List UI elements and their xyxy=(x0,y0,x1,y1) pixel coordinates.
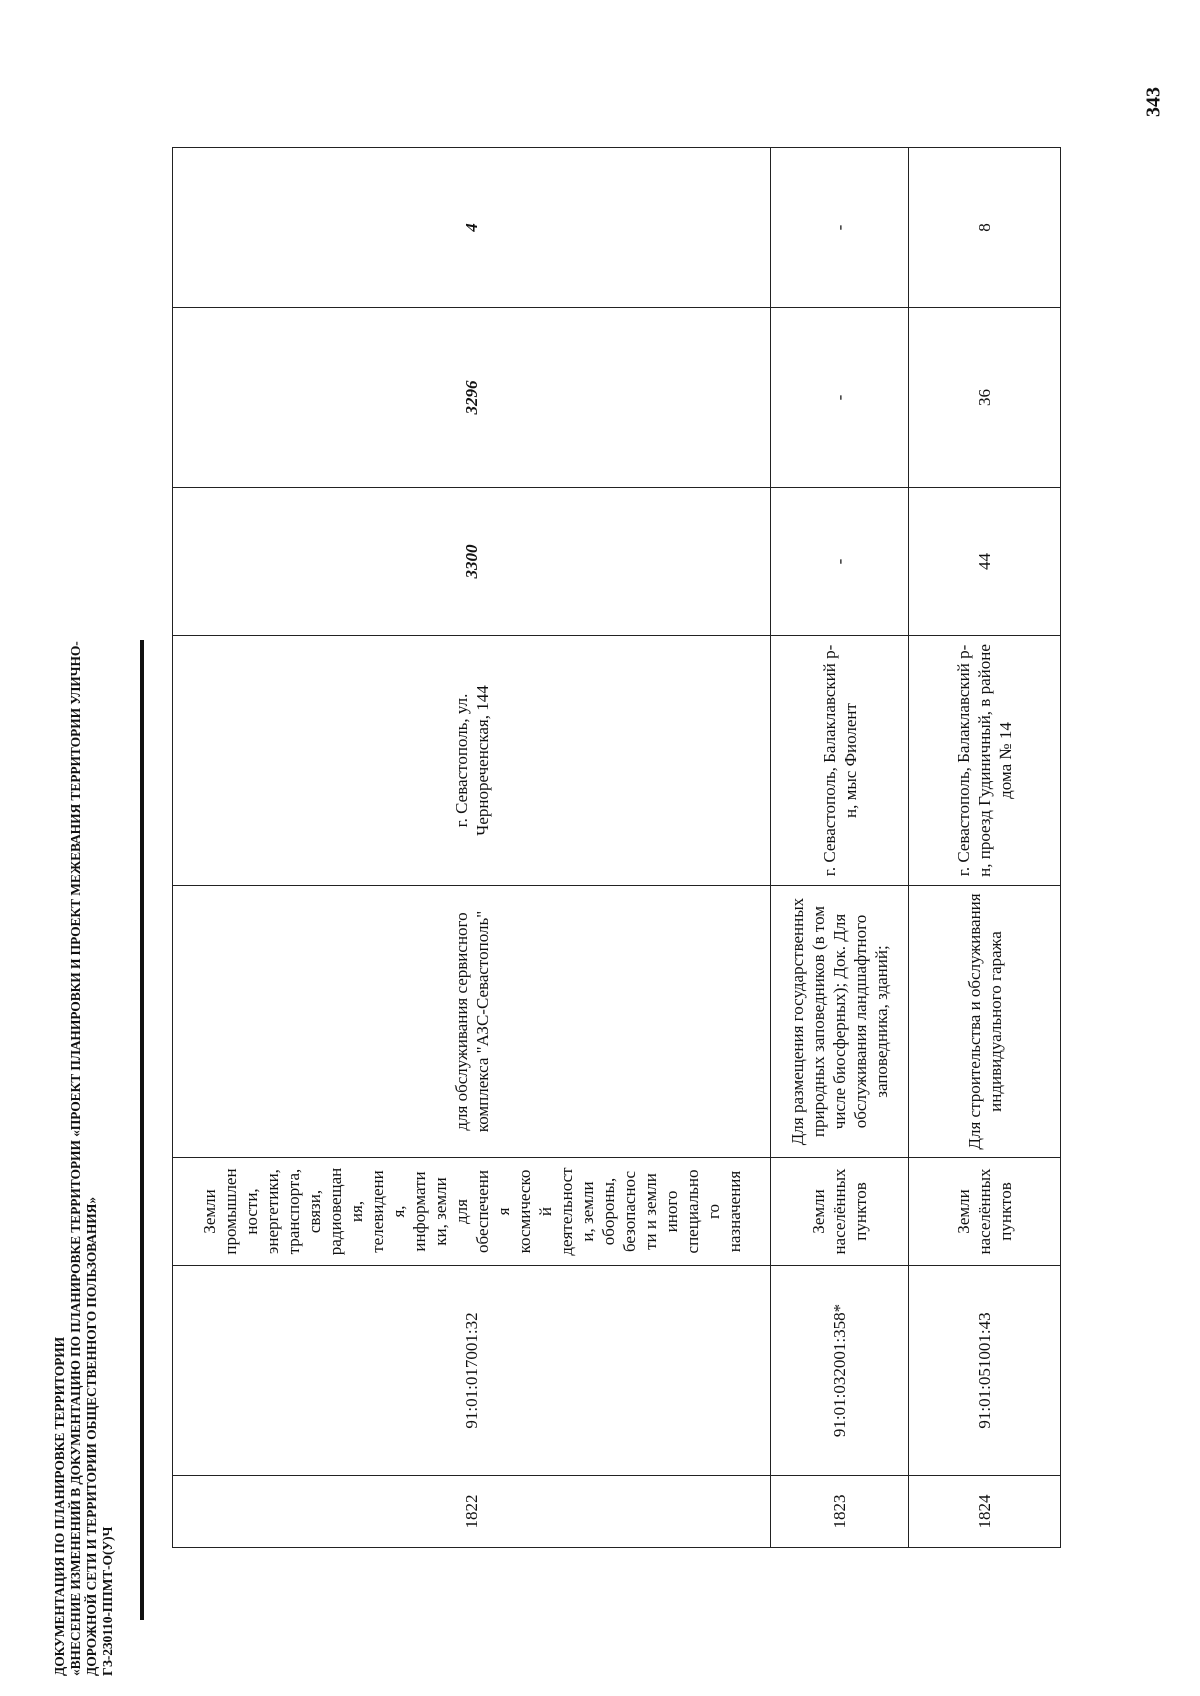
table-row xyxy=(771,148,909,1548)
area-value: 36 xyxy=(909,308,1061,488)
header-line: «ВНЕСЕНИЕ ИЗМЕНЕНИЙ В ДОКУМЕНТАЦИЮ ПО ПЛАНИРОВКЕ ТЕРРИТОРИИ «ПРОЕКТ ПЛАНИРОВКИ И ПРОЕКТ МЕЖЕВАНИЯ ТЕРРИТОРИИ УЛИЧНО- xyxy=(68,641,83,1676)
area-difference: 8 xyxy=(909,148,1061,308)
header-line: ГЗ-230110-ППМТ-О(У)Ч xyxy=(100,1526,115,1676)
area-value: - xyxy=(771,488,909,636)
table-row xyxy=(173,148,771,1548)
table-wrapper xyxy=(172,148,1060,1548)
header-line: ДОРОЖНОЙ СЕТИ И ТЕРРИТОРИИ ОБЩЕСТВЕННОГО ПОЛЬЗОВАНИЯ» xyxy=(84,1197,99,1676)
permitted-use: для обслуживания сервисного комплекса "АЗС-Севастополь" xyxy=(173,886,771,1158)
area-value: 44 xyxy=(909,488,1061,636)
header-divider xyxy=(140,640,144,1620)
land-category: Земли промышлен ности, энергетики, транспорта, связи, радиовещан ия, телевидени я, информати ки, земли для обеспечени я космическо й деятельност и, земли обороны, безопаснос ти и земли иного специально го назначения xyxy=(173,1158,771,1266)
permitted-use: Для строительства и обслуживания индивидуального гаража xyxy=(909,886,1061,1158)
page-number: 343 xyxy=(1142,87,1165,117)
land-plots-table xyxy=(172,147,1061,1548)
area-difference: - xyxy=(771,148,909,308)
land-category: Земли населённых пунктов xyxy=(771,1158,909,1266)
cadastral-number: 91:01:051001:43 xyxy=(909,1266,1061,1476)
row-number: 1823 xyxy=(771,1476,909,1548)
area-difference: 4 xyxy=(173,148,771,308)
land-category: Земли населённых пунктов xyxy=(909,1158,1061,1266)
area-value: - xyxy=(771,308,909,488)
address: г. Севастополь, Балаклавский р-н, мыс Фиолент xyxy=(771,636,909,886)
area-value: 3296 xyxy=(173,308,771,488)
area-value: 3300 xyxy=(173,488,771,636)
cadastral-number: 91:01:017001:32 xyxy=(173,1266,771,1476)
address: г. Севастополь, ул. Чернореченская, 144 xyxy=(173,636,771,886)
table-row xyxy=(909,148,1061,1548)
row-number: 1824 xyxy=(909,1476,1061,1548)
address: г. Севастополь, Балаклавский р-н, проезд Гудиничный, в районе дома № 14 xyxy=(909,636,1061,886)
cadastral-number: 91:01:032001:358* xyxy=(771,1266,909,1476)
row-number: 1822 xyxy=(173,1476,771,1548)
header-line: ДОКУМЕНТАЦИЯ ПО ПЛАНИРОВКЕ ТЕРРИТОРИИ xyxy=(52,1336,67,1676)
permitted-use: Для размещения государственных природных заповедников (в том числе биосферных); Док. Для обслуживания ландшафтного заповедника, зданий; xyxy=(771,886,909,1158)
document-header xyxy=(52,641,116,1676)
